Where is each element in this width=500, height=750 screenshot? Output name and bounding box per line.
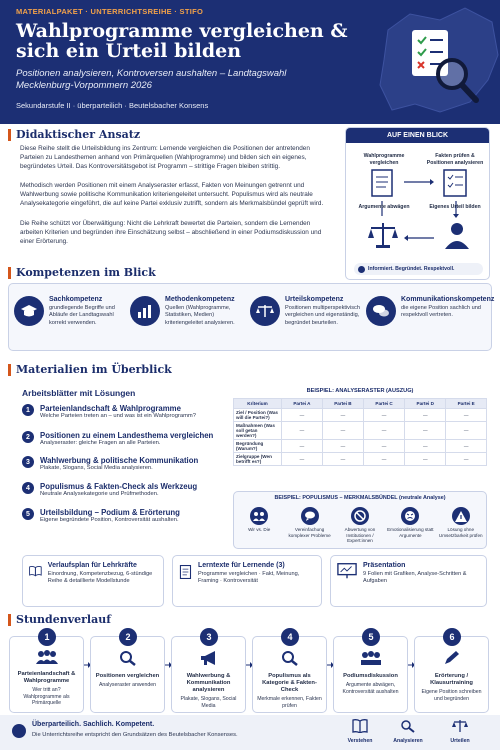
footer-icon-item: Verstehen xyxy=(340,719,380,744)
glance-node-4: Eigenes Urteil bilden xyxy=(429,204,481,210)
page-meta: Sekundarstufe II · überparteilich · Beutelsbacher Konsens xyxy=(16,101,209,110)
chat-icon xyxy=(301,507,319,525)
step-card: 4 Populismus als Kategorie & Fakten-Check Merkmale erkennen, Fakten prüfen xyxy=(252,636,327,713)
angry-face-icon xyxy=(401,507,419,525)
worksheet-item: 5 Urteilsbildung – Podium & Erörterung Eigene begründete Position, Kontroversität aushalten. xyxy=(22,508,227,524)
didaktik-paragraph-1: Diese Reihe stellt die Urteilsbildung ins Zentrum: Lernende vergleichen die Positionen der antretenden Parteien zu Landesthemen anhand von Primärquellen (Wahlprogramme) und bilden sich ein eigenes, begründetes Urteil. Das Kontroversitätsgebot ist Programm – strittige Fragen bleiben strittig. xyxy=(20,145,310,170)
didaktik-paragraph-3: Die Reihe schützt vor Überwältigung: Nicht die Lehrkraft bewertet die Parteien, sondern die Lernenden arbeiten Kriterien und begründen ihre Einschätzung selbst – abschließend in einer Podiumsdiskussion und einer Erörterung. xyxy=(20,220,322,245)
series-kicker: MATERIALPAKET · UNTERRICHTSREIHE · STIFO xyxy=(16,7,204,16)
step-card: 6 Erörterung / Klausurtraining Eigene Position schreiben und begründen xyxy=(414,636,489,713)
table-row: Ziel / Position (Was will die Partei?) — — — — — xyxy=(234,409,487,422)
kompetenz-item: Urteilskompetenz Positionen multiperspektivisch vergleichen und eigenständig, begründet beurteilen. xyxy=(250,296,362,327)
footer-text: Die Unterrichtsreihe entspricht den Grundsätzen des Beutelsbacher Konsenses. xyxy=(32,732,238,738)
section-heading-kompetenzen: Kompetenzen im Blick xyxy=(8,266,156,279)
footer xyxy=(0,715,500,750)
document-icon xyxy=(179,562,192,582)
page-subtitle: Positionen analysieren, Kontroversen aushalten – Landtagswahl Mecklenburg-Vorpommern 2026 xyxy=(16,68,287,91)
worksheets-heading: Arbeitsblätter mit Lösungen xyxy=(22,388,136,398)
populismus-item: Lösung ohne Umsetzbarkeit prüfen xyxy=(437,507,485,544)
glance-node-2: Fakten prüfen & Positionen analysieren xyxy=(426,153,484,166)
book-icon xyxy=(352,719,368,733)
populismus-item: Emotionalisierung statt Argumente xyxy=(386,507,434,544)
kompetenz-item: Sachkompetenz grundlegende Begriffe und Abläufe der Landtagswahl korrekt verwenden. xyxy=(14,296,122,327)
worksheet-item: 1 Parteienlandschaft & Wahlprogramme Welche Parteien treten an – und was ist ein Wahlprogramm? xyxy=(22,404,227,420)
kompetenz-item: Methodenkompetenz Quellen (Wahlprogramme, Statistiken, Medien) kriteriengeleitet analysieren. xyxy=(130,296,242,327)
scale-icon xyxy=(366,220,400,250)
prohibited-icon xyxy=(351,507,369,525)
glance-badge: Informiert. Begründet. Respektvoll. xyxy=(354,263,483,275)
populismus-item: Abwertung von Institutionen / Expert:innen xyxy=(336,507,384,544)
glance-node-3: Argumente abwägen xyxy=(358,204,410,210)
magnifier-icon xyxy=(400,719,416,733)
table-row: Zielgruppe (Wen betrifft es?) — — — — — xyxy=(234,453,487,466)
step-card: 2 Positionen vergleichen Analyseraster anwenden xyxy=(90,636,165,713)
populismus-heading: BEISPIEL: POPULISMUS – MERKMALSBÜNDEL (neutrale Analyse) xyxy=(274,495,446,501)
section-heading-didaktik: Didaktischer Ansatz xyxy=(8,128,140,141)
kompetenz-item: Kommunikationskompetenz die eigene Position sachlich und respektvoll vertreten. xyxy=(366,296,488,326)
open-book-icon xyxy=(29,562,42,580)
step-card: 3 Wahlwerbung & Kommunikation analysieren Plakate, Slogans, Social Media xyxy=(171,636,246,713)
raster-heading: BEISPIEL: ANALYSERASTER (AUSZUG) xyxy=(306,388,414,394)
pencil-icon xyxy=(443,650,461,666)
table-row: Maßnahmen (Was soll getan werden?) — — — — — xyxy=(234,422,487,440)
state-map-checklist-icon xyxy=(370,0,500,124)
speech-bubbles-icon xyxy=(366,296,396,326)
hero-header xyxy=(0,0,500,124)
footer-title: Überparteilich. Sachlich. Kompetent. xyxy=(32,721,155,728)
step-card: 5 Podiumsdiskussion Argumente abwägen, Kontroversität aushalten xyxy=(333,636,408,713)
section-heading-materialien: Materialien im Überblick xyxy=(8,363,172,376)
material-box: Verlaufsplan für Lehrkräfte Einordnung, Kompetenzbezug, 6-stündige Reihe & detaillierte Modellstunde xyxy=(22,555,164,607)
footer-icon-item: Urteilen xyxy=(440,719,480,744)
group-icon xyxy=(360,650,382,666)
step-card: 1 Parteienlandschaft & Wahlprogramme Wer tritt an? Wahlprogramme als Primärquelle xyxy=(9,636,84,713)
magnifier-icon xyxy=(281,650,299,666)
section-heading-stundenverlauf: Stundenverlauf xyxy=(8,613,111,626)
worksheet-item: 4 Populismus & Fakten-Check als Werkzeug Neutrale Analysekategorie und Prüfmethoden. xyxy=(22,482,227,498)
footer-icon-item: Analysieren xyxy=(388,719,428,744)
glance-node-1: Wahlprogramme vergleichen xyxy=(363,153,405,166)
warning-icon xyxy=(452,507,470,525)
worksheet-item: 3 Wahlwerbung & politische Kommunikation Plakate, Slogans, Social Media analysieren. xyxy=(22,456,227,472)
group-icon xyxy=(36,650,58,664)
material-box: Lerntexte für Lernende (3) Programme vergleichen · Fakt, Meinung, Framing · Kontroversität xyxy=(172,555,322,607)
scale-icon xyxy=(452,719,468,733)
presentation-icon xyxy=(337,562,357,580)
bar-chart-icon xyxy=(130,296,160,326)
group-icon xyxy=(250,507,268,525)
analysis-raster-table: Kriterium Partei A Partei B Partei C Partei D Partei E Ziel / Position (Was will die Partei?) — — — — — Maßnahmen (Was soll getan werden?) — — — — — Begründung (Warum?) — — — — — Zielgruppe (Wen betrifft es?) — — — — — xyxy=(233,398,487,466)
worksheet-item: 2 Positionen zu einem Landesthema vergleichen Analyseraster: gleiche Fragen an alle Parteien. xyxy=(22,431,227,447)
glance-panel xyxy=(345,127,490,280)
populismus-item: Wir vs. Die xyxy=(235,507,283,544)
person-icon xyxy=(440,220,474,250)
populismus-panel xyxy=(233,491,487,549)
material-box: Präsentation 9 Folien mit Grafiken, Analyse-Schritten & Aufgaben xyxy=(330,555,487,607)
check-circle-icon xyxy=(12,724,26,738)
check-circle-icon xyxy=(358,266,365,273)
glance-heading: AUF EINEN BLICK xyxy=(346,128,489,143)
graduation-cap-icon xyxy=(14,296,44,326)
scale-icon xyxy=(250,296,280,326)
didaktik-paragraph-2: Methodisch werden Positionen mit einem Analyseraster erfasst, Fakten von Meinungen getrennt und Wahlwerbung sowie politische Kommunikation kriteriengeleitet untersucht. Populismus wird als neutrale Analysekategorie eingeführt, die auf keine Partei exklusiv zutrifft, sondern als Merkmalsbündel geprüft wird. xyxy=(20,182,324,207)
populismus-item: Vereinfachung komplexer Probleme xyxy=(286,507,334,544)
table-row: Begründung (Warum?) — — — — — xyxy=(234,440,487,453)
magnifier-icon xyxy=(119,650,137,666)
page-title: Wahlprogramme vergleichen & sich ein Urteil bilden xyxy=(16,20,348,62)
megaphone-icon xyxy=(199,650,219,666)
